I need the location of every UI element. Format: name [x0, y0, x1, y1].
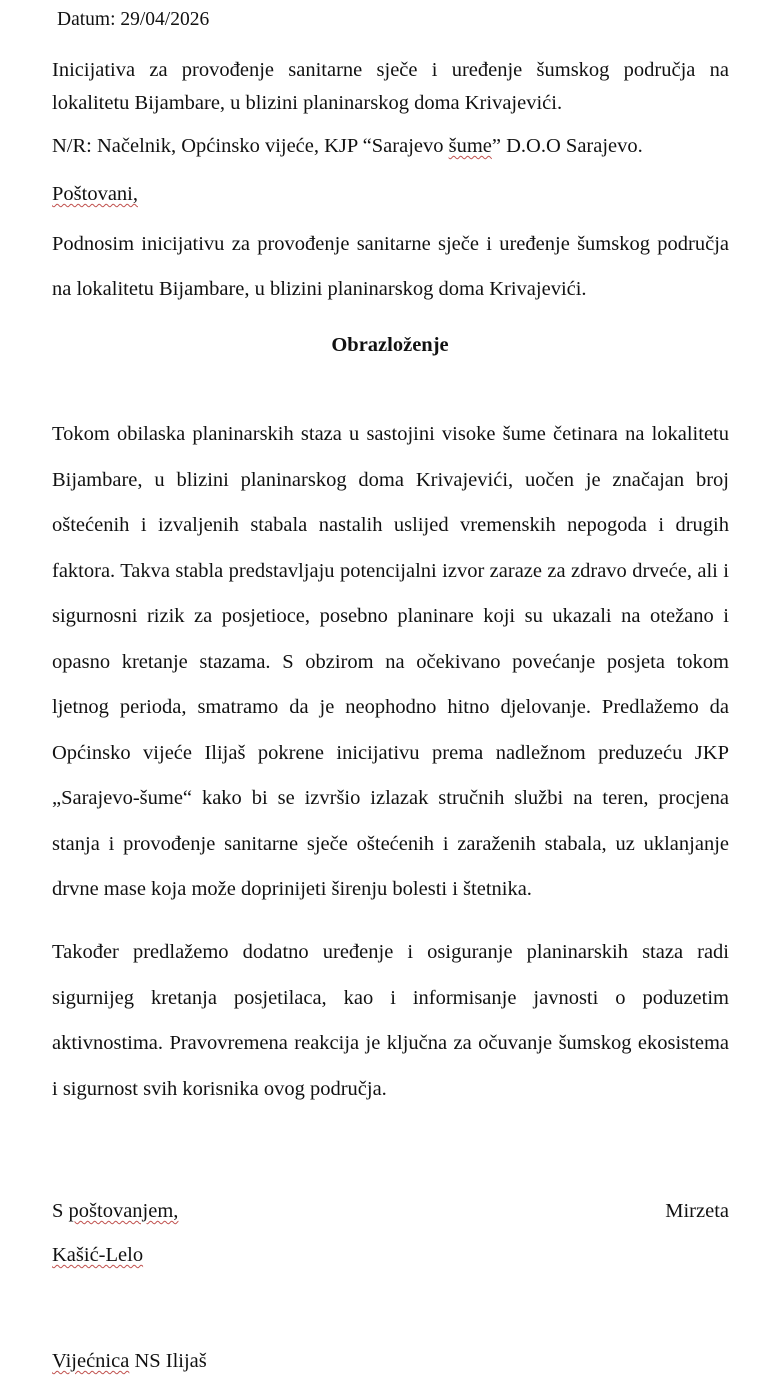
body-paragraph-1: Tokom obilaska planinarskih staza u sastojini visoke šume četinara na lokalitetu Bijambare, u blizini planinarskog doma Krivajevići, uočen je značajan broj oštećenih i izvaljenih stabala nastalih uslijed vremenskih nepogoda i drugih faktora. Takva stabla predstavljaju potencijalni izvor zaraze za zdravo drveće, ali i sigurnosni rizik za posjetioce, posebno planinare koji su ukazali na otežano i opasno kretanje stazama. S obzirom na očekivano povećanje posjeta tokom ljetnog perioda, smatramo da je neophodno hitno djelovanje. Predlažemo da Općinsko vijeće Ilijaš pokrene inicijativu prema nadležnom preduzeću JKP „Sarajevo-šume“ kako bi se izvršio izlazak stručnih službi na teren, procjena stanja i provođenje sanitarne sječe oštećenih i zaraženih stabala, uz uklanjanje drvne mase koja može doprinijeti širenju bolesti i štetnika. [52, 423, 729, 900]
body-paragraph-2: Također predlažemo dodatno uređenje i osiguranje planinarskih staza radi sigurnijeg kretanja posjetilaca, kao i informisanje javnosti o poduzetim aktivnostima. Pravovremena reakcija je ključna za očuvanje šumskog ekosistema i sigurnost svih korisnika ovog područja. [52, 941, 729, 1100]
document-subject: Inicijativa za provođenje sanitarne sječe i uređenje šumskog područja na lokalitetu Bijambare, u blizini planinarskog doma Krivajevići. [52, 59, 729, 114]
salutation [52, 182, 138, 206]
intro-paragraph: Podnosim inicijativu za provođenje sanitarne sječe i uređenje šumskog područja na lokalitetu Bijambare, u blizini planinarskog doma Krivajevići. [52, 233, 729, 300]
recipients-line [52, 134, 643, 158]
signer-last-name-line [52, 1243, 143, 1267]
spellcheck-flagged-word: šume [448, 135, 492, 157]
recipients-suffix: ” D.O.O Sarajevo. [491, 135, 643, 157]
closing-text: poštovanjem, [68, 1200, 179, 1222]
recipients-prefix: N/R: Načelnik, Općinsko vijeće, KJP “Sarajevo [52, 135, 449, 157]
signer-title [52, 1349, 207, 1373]
closing [52, 1199, 178, 1223]
signer-title-flagged: Vijećnica [52, 1350, 130, 1372]
signer-first-name: Mirzeta [665, 1200, 729, 1222]
salutation-text: Poštovani, [52, 183, 138, 205]
section-heading: Obrazloženje [331, 334, 449, 356]
document-date: Datum: 29/04/2026 [57, 9, 210, 30]
signer-last-name: Kašić-Lelo [52, 1244, 144, 1266]
closing-s: S [52, 1200, 69, 1222]
signer-title-rest: NS Ilijaš [129, 1350, 207, 1372]
